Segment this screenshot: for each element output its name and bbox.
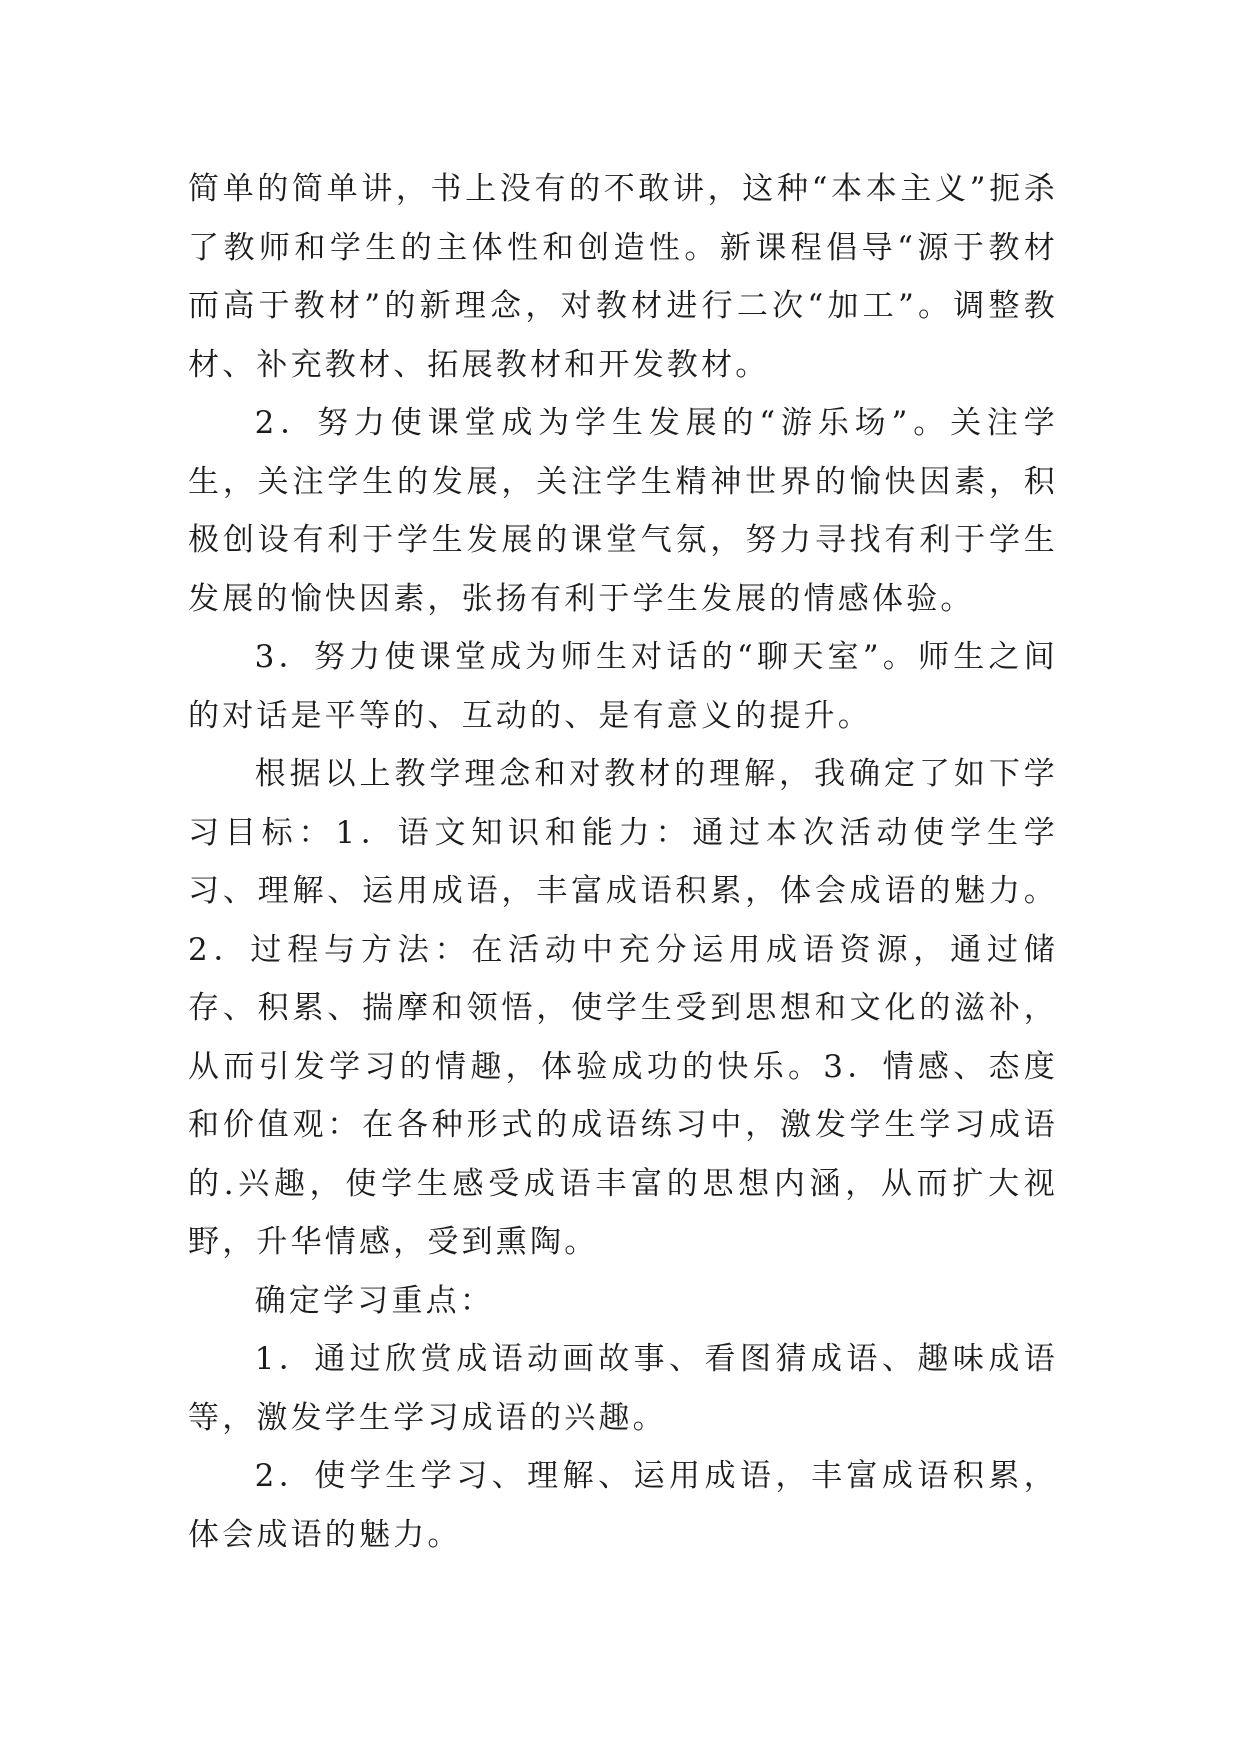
paragraph-point-3: 3．努力使课堂成为师生对话的“聊天室”。师生之间的对话是平等的、互动的、是有意义的提升。 — [188, 639, 1058, 734]
paragraph-key-points-heading: 确定学习重点： — [254, 1282, 495, 1319]
document-body — [188, 160, 1058, 1564]
paragraph-key-point-1: 1．通过欣赏成语动画故事、看图猜成语、趣味成语等，激发学生学习成语的兴趣。 — [188, 1341, 1058, 1436]
paragraph-continuation: 简单的简单讲，书上没有的不敢讲，这种“本本主义”扼杀了教师和学生的主体性和创造性。新课程倡导“源于教材而高于教材”的新理念，对教材进行二次“加工”。调整教材、补充教材、拓展教材和开发教材。 — [188, 171, 1058, 383]
paragraph-point-2: 2．努力使课堂成为学生发展的“游乐场”。关注学生，关注学生的发展，关注学生精神世界的愉快因素，积极创设有利于学生发展的课堂气氛，努力寻找有利于学生发展的愉快因素，张扬有利于学生发展的情感体验。 — [188, 405, 1058, 617]
paragraph-key-point-2: 2．使学生学习、理解、运用成语，丰富成语积累，体会成语的魅力。 — [188, 1458, 1058, 1553]
paragraph-learning-objectives: 根据以上教学理念和对教材的理解，我确定了如下学习目标：1．语文知识和能力：通过本次活动使学生学习、理解、运用成语，丰富成语积累，体会成语的魅力。2．过程与方法：在活动中充分运用成语资源，通过储存、积累、揣摩和领悟，使学生受到思想和文化的滋补，从而引发学习的情趣，体验成功的快乐。3．情感、态度和价值观：在各种形式的成语练习中，激发学生学习成语的.兴趣，使学生感受成语丰富的思想内涵，从而扩大视野，升华情感，受到熏陶。 — [188, 756, 1058, 1260]
